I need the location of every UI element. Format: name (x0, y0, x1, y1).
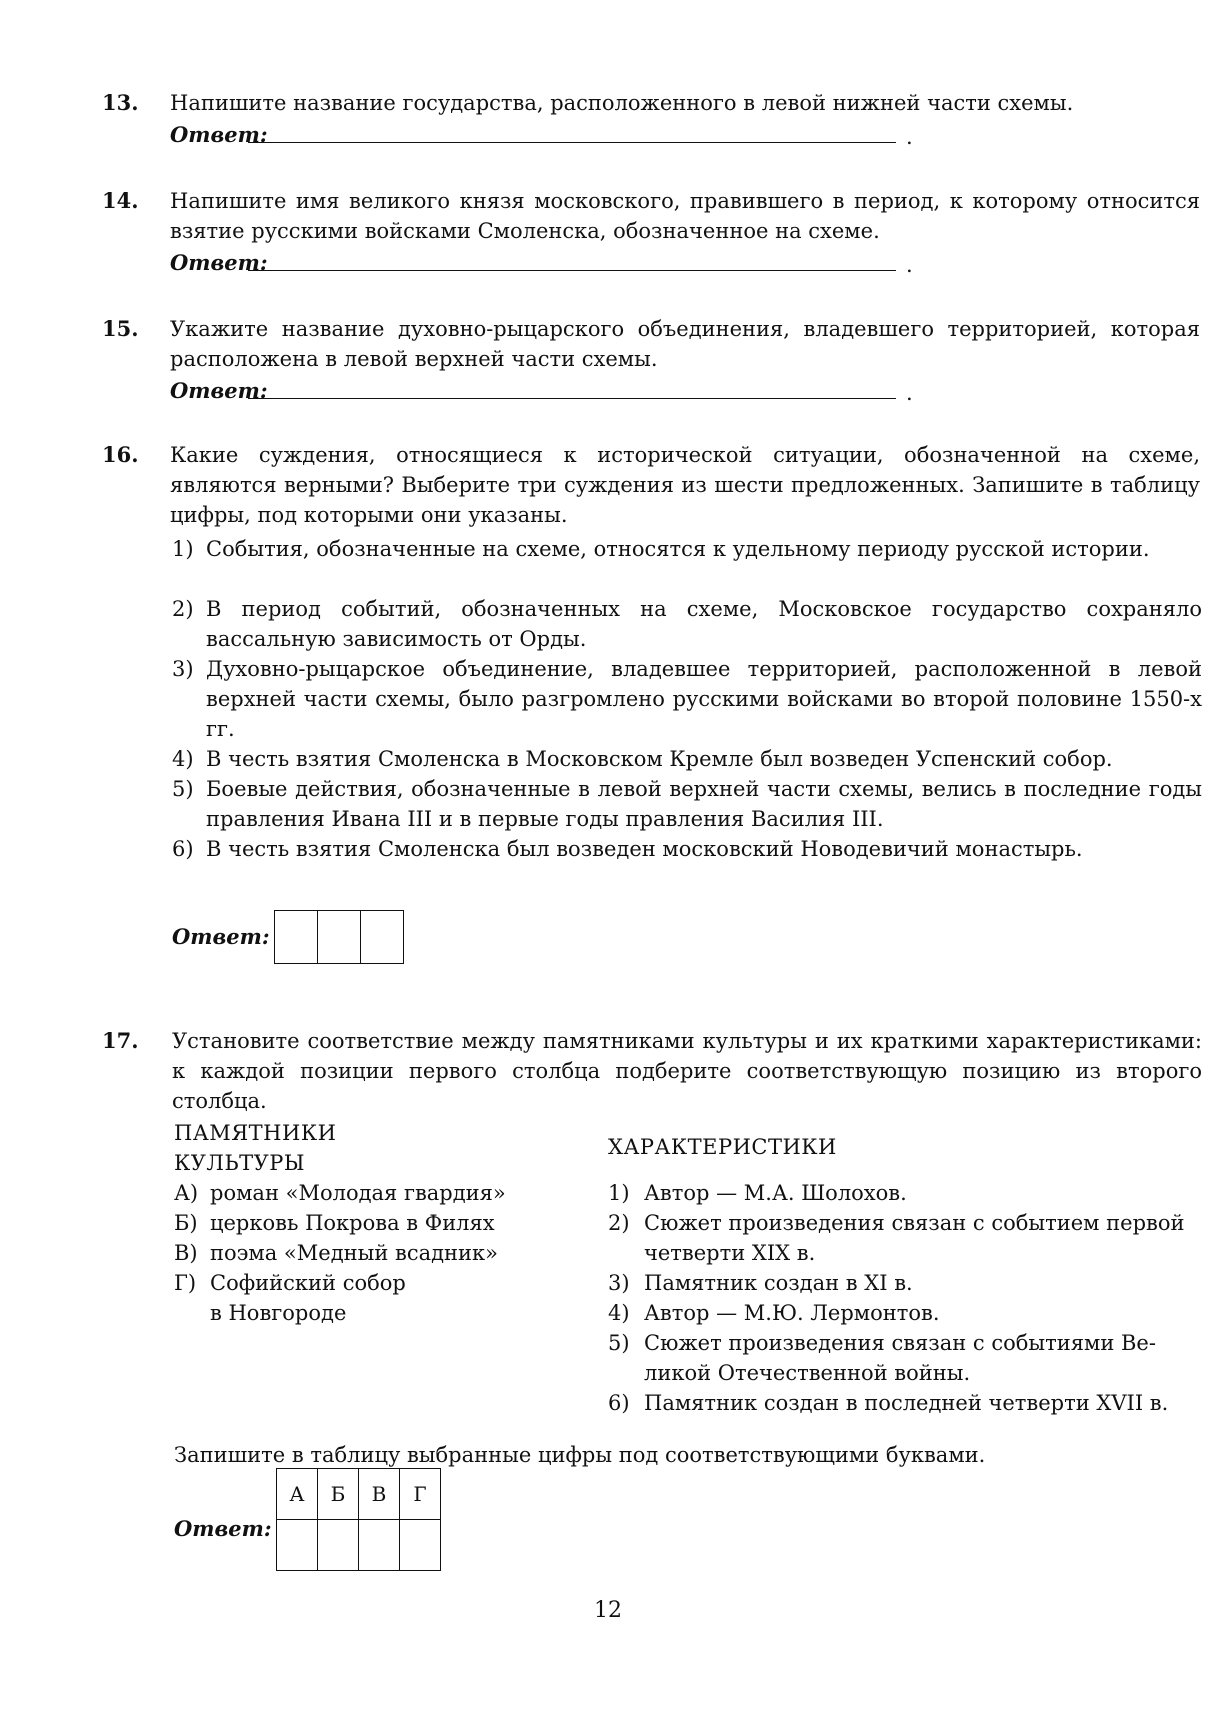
right-column-header: ХАРАКТЕРИСТИКИ (608, 1135, 837, 1159)
answer-cells (274, 910, 404, 964)
option-number: 3) (172, 657, 194, 681)
monument-letter: А) (174, 1181, 199, 1205)
answer-label: Ответ: (170, 250, 268, 275)
answer-line[interactable] (248, 142, 896, 143)
left-column-header (174, 1118, 336, 1178)
option-text: В честь взятия Смоленска был возведен московский Новодевичий монастырь. (206, 837, 1083, 861)
feature-number: 6) (608, 1391, 630, 1415)
answer-cell[interactable] (400, 1520, 441, 1571)
question-number: 15. (102, 316, 139, 341)
option-number: 5) (172, 777, 194, 801)
question-text: Какие суждения, относящиеся к исторической ситуации, обозначенной на схеме, являются верными? Выберите три суждения из шести предложенных. Запишите в таблицу цифры, под которыми они указаны. (170, 443, 1200, 527)
answer-label: Ответ: (172, 924, 270, 949)
monument-text: поэма «Медный всадник» (210, 1241, 499, 1265)
question-number: 14. (102, 188, 139, 213)
answer-cell[interactable] (361, 911, 403, 963)
option-5 (172, 774, 1202, 834)
monument-text: Софийский собор (210, 1271, 406, 1295)
feature-number: 3) (608, 1271, 630, 1295)
answer-label: Ответ: (170, 122, 268, 147)
feature-text: Автор — М.Ю. Лермонтов. (644, 1301, 940, 1325)
question-number: 16. (102, 442, 139, 467)
question-text: Напишите имя великого князя московского, правившего в период, к которому относится взятие русскими войсками Смоленска, обозначенное на схеме. (170, 189, 1200, 243)
monument-text-line-2: в Новгороде (210, 1301, 347, 1325)
monument-text: церковь Покрова в Филях (210, 1211, 495, 1235)
answer-cell[interactable] (318, 911, 361, 963)
option-text: В честь взятия Смоленска в Московском Кремле был возведен Успенский собор. (206, 747, 1113, 771)
feature-text: Сюжет произведения связан с событиями Ве- (644, 1331, 1156, 1355)
monument-text: роман «Молодая гвардия» (210, 1181, 506, 1205)
feature-number: 2) (608, 1211, 630, 1235)
table-instruction: Запишите в таблицу выбранные цифры под соответствующими буквами. (174, 1443, 986, 1467)
table-letter: Г (400, 1469, 441, 1520)
question-text: Укажите название духовно-рыцарского объединения, владевшего территорией, которая расположена в левой верхней части схемы. (170, 317, 1200, 371)
option-number: 1) (172, 537, 194, 561)
page-number: 12 (594, 1598, 622, 1623)
answer-cell[interactable] (359, 1520, 400, 1571)
option-1 (172, 534, 1202, 564)
answer-label: Ответ: (174, 1516, 272, 1541)
option-text: Духовно-рыцарское объединение, владевшее территорией, расположенной в левой верхней части схемы, было разгромлено русскими войсками во второй половине 1550-х гг. (206, 657, 1202, 741)
table-letter: В (359, 1469, 400, 1520)
option-number: 4) (172, 747, 194, 771)
question-text: Напишите название государства, расположенного в левой нижней части схемы. (170, 91, 1074, 115)
feature-number: 5) (608, 1331, 630, 1355)
option-number: 2) (172, 597, 194, 621)
answer-cell[interactable] (277, 1520, 318, 1571)
feature-number: 1) (608, 1181, 630, 1205)
answer-dot: . (906, 253, 913, 277)
option-text: В период событий, обозначенных на схеме, Московское государство сохраняло вассальную зависимость от Орды. (206, 597, 1202, 651)
answer-line[interactable] (248, 270, 896, 271)
option-number: 6) (172, 837, 194, 861)
monument-letter: Б) (174, 1211, 198, 1235)
feature-text: Сюжет произведения связан с событием первой (644, 1211, 1185, 1235)
monument-letter: В) (174, 1241, 198, 1265)
feature-number: 4) (608, 1301, 630, 1325)
monument-letter: Г) (174, 1271, 197, 1295)
feature-text: Памятник создан в XI в. (644, 1271, 913, 1295)
left-header-line-2: КУЛЬТУРЫ (174, 1151, 306, 1175)
answer-label: Ответ: (170, 378, 268, 403)
question-number: 13. (102, 90, 139, 115)
table-answer-row (277, 1520, 441, 1571)
left-header-line-1: ПАМЯТНИКИ (174, 1121, 337, 1145)
option-2 (172, 594, 1202, 654)
answer-cell[interactable] (318, 1520, 359, 1571)
feature-text: Автор — М.А. Шолохов. (644, 1181, 907, 1205)
answer-dot: . (906, 381, 913, 405)
answer-table (276, 1468, 441, 1571)
table-letter: А (277, 1469, 318, 1520)
table-header-row (277, 1469, 441, 1520)
answer-cell[interactable] (275, 911, 318, 963)
option-text: События, обозначенные на схеме, относятся к удельному периоду русской истории. (206, 537, 1150, 561)
feature-text-line-2: четверти XIX в. (644, 1241, 816, 1265)
question-text: Установите соответствие между памятниками культуры и их краткими характеристиками: к каждой позиции первого столбца подберите соответствующую позицию из второго столбца. (172, 1029, 1202, 1113)
answer-dot: . (906, 125, 913, 149)
feature-text-line-2: ликой Отечественной войны. (644, 1361, 971, 1385)
option-6 (172, 834, 1202, 864)
option-3 (172, 654, 1202, 744)
question-number: 17. (102, 1028, 139, 1053)
option-4 (172, 744, 1202, 774)
table-letter: Б (318, 1469, 359, 1520)
feature-text: Памятник создан в последней четверти XVII в. (644, 1391, 1169, 1415)
answer-line[interactable] (248, 398, 896, 399)
option-text: Боевые действия, обозначенные в левой верхней части схемы, велись в последние годы правления Ивана III и в первые годы правления Василия III. (206, 777, 1202, 831)
